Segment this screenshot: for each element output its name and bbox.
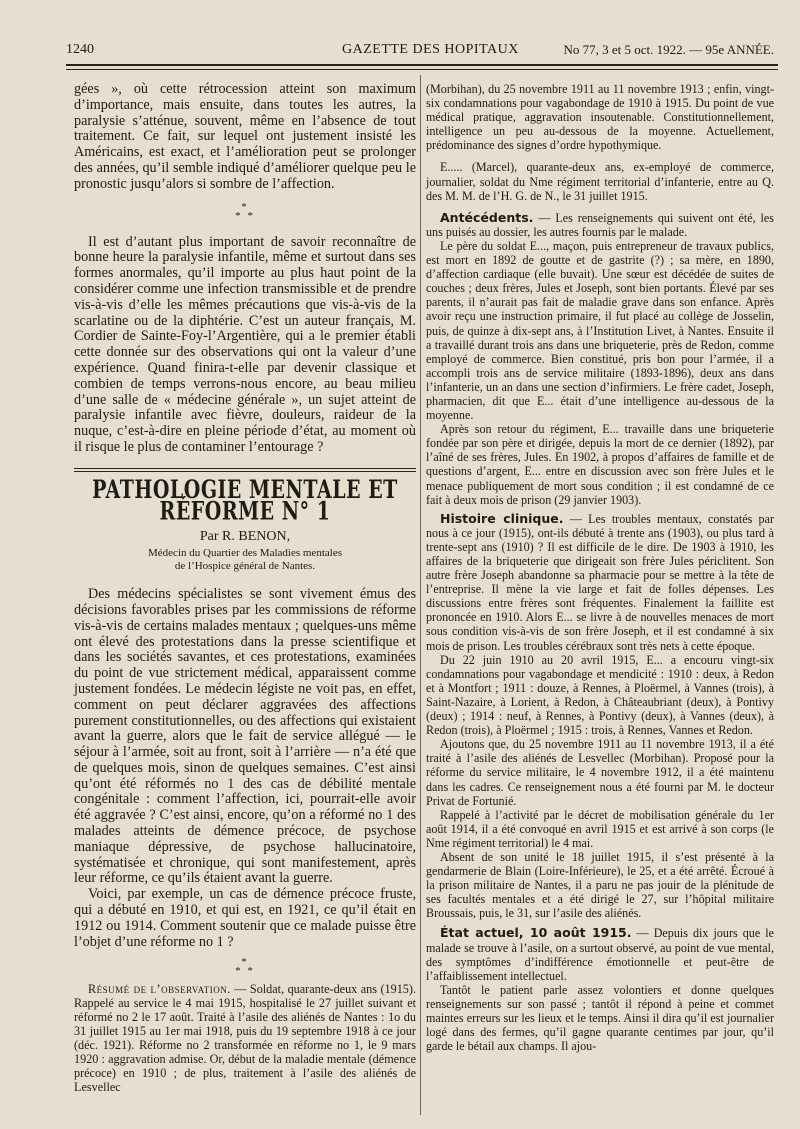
right-column	[426, 82, 774, 1053]
etat-heading: État actuel, 10 août 1915.	[440, 925, 632, 941]
paragraph: gées », où cette rétrocession atteint son maximum d’importance, mais ensuite, dans toutes les autres, la paralysie s’atténue, souvent, même en l’absence de tout traitement. Ce fait, sur lequel ont justement insisté les Américains, est exact, et l’amélioration peut se prolonger des années, qu’il semble indiqué d’améliorer quelque peu le pronostic jusqu’alors si sombre de l’affection.	[74, 81, 416, 192]
antecedents-heading: Antécédents.	[440, 209, 534, 225]
header-rule	[66, 64, 778, 66]
page-header	[66, 40, 774, 62]
paragraph: Après son retour du régiment, E... travaille dans une briqueterie fondée par son père et dirigée, depuis la mort de ce dernier (1892), par l’aîné de ses frères, Jules. En 1902, à propos d’affaires de famille et de questions d’argent, E... entre en discussion avec son frère Jules et le menace publiquement de mort sous condition ; il est condamné de ce fait à deux mois de prison (29 janvier 1903).	[426, 422, 774, 507]
antecedents-paragraph: Antécédents. — Les renseignements qui suivent ont été, les uns puisés au dossier, les autres fournis par le malade.	[426, 209, 774, 239]
etat-paragraph: État actuel, 10 août 1915. — Depuis dix jours que le malade se trouve à l’asile, on a surtout observé, au point de vue mental, des symptômes d’indifférence émotionnelle et peut-être de l’affaiblissement intellectuel.	[426, 925, 774, 983]
paragraph: Tantôt le patient parle assez volontiers et donne quelques renseignements sur son passé ; tantôt il répond à peine et commet maintes erreurs sur les lieux et le temps. Ainsi il dira qu’il est journalier logé dans des fermes, qu’il gagne quarante centimes par jour, qu’il garde le bétail aux champs. Il ajou-	[426, 982, 774, 1054]
paragraph: E..... (Marcel), quarante-deux ans, ex-employé de commerce, journalier, soldat du Nme régiment territorial d’infanterie, entre au Q. des M. M. de l’H. G. de N., le 31 juillet 1915.	[426, 160, 774, 203]
paragraph: Ajoutons que, du 25 novembre 1911 au 11 novembre 1913, il a été traité à l’asile des aliénés de Lesvellec (Morbihan). Proposé pour la réforme du service militaire, le 4 novembre 1912, il a été maintenu dans les cadres. Ce renseignement nous a été fourni par M. le docteur Privat de Fortunié.	[426, 737, 774, 808]
paragraph: Des médecins spécialistes se sont vivement émus des décisions favorables prises par les commissions de réforme vis-à-vis de certains malades mentaux ; quelques-uns même ont élevé des protestations dans la presse scientifique et dans les sociétés savantes, et ces protestations, examinées du point de vue strictement médical, apparaissent comme justement fondées. Le médecin légiste ne voit pas, en effet, comment on peut déclarer aggravées des affections purement constitutionnelles, ou des affections qui existaient avant la guerre, alors que le fait de service allégué — le séjour à l’armée, soit au front, soit à l’arrière — n’a été que de quelques mois, sinon de quelques semaines. C’est ainsi qu’ont été réformés no 1 des cas de débilité mentale congénitale : comment l’affection, ici, pourrait-elle avoir été aggravée ? C’est ainsi, encore, qu’on a réformé no 1 des malades atteints de démence précoce, de psychose maniaque dépressive, de psychose hallucinatoire, systématisée et chronique, qui sont manifestement, après leur réforme, ce qu’ils étaient avant la guerre.	[74, 586, 416, 887]
page-number: 1240	[66, 42, 94, 57]
paragraph: Rappelé à l’activité par le décret de mobilisation générale du 1er août 1914, il a été convoqué en avril 1915 et est arrivé à son corps (le Nme régiment territorial) le 4 mai.	[426, 807, 774, 850]
article-author: Par R. BENON,	[199, 529, 291, 545]
author-affiliation: Médecin du Quartier des Maladies mentales de l’Hospice général de Nantes.	[148, 547, 342, 573]
journal-title: GAZETTE DES HOPITAUX	[342, 42, 519, 57]
header-rule-thin	[66, 69, 778, 70]
paragraph: Le père du soldat E..., maçon, puis entrepreneur de travaux publics, est mort en 1892 de goutte et de gastrite (?) ; sa mère, en 1890, d’affection cardiaque (elle buvait). Une sœur est décédée de suites de couches ; deux frères, Jules et Joseph, sont bien portants. Élevé par ses parents, il n’aurait pas fait de maladie grave dans son enfance. Après avoir reçu une instruction primaire, il fut placé au collège de Josselin, puis, de quinze à dix-sept ans, à l’Institution Livet, à Nantes. Ensuite il a travaillé durant trois ans dans une briqueterie, près de Redon, comme employé de commerce. Bien constitué, pris bon pour l’armée, il a accompli trois ans de service militaire (1893-1896), deux ans dans l’infanterie, un an dans une section d’infirmiers. Le frère cadet, Joseph, pharmacien, dit que E... était d’une intelligence au-dessous de la moyenne.	[426, 238, 774, 423]
column-divider	[420, 75, 421, 1115]
observation-summary	[74, 982, 416, 1094]
paragraph: Il est d’autant plus important de savoir reconnaître de bonne heure la paralysie infantile, même et surtout dans ses formes anormales, qu’il importe au plus haut point de la considérer comme une infection transmissible et de prendre vis-à-vis d’elle les mêmes précautions que vis-à-vis de la scarlatine ou de la diphtérie. C’est un auteur français, M. Cordier de Sainte-Foy-l’Argentière, qui a le premier établi cette donnée sur des observations qui ont la valeur d’une expérience. Quand finira-t-elle par devenir classique et combien de temps verrons-nous encore, au beau milieu d’une salle de « médecine générale », un sujet atteint de paralysie infantile avec fièvre, douleurs, raideur de la nuque, c’est-à-dire en pleine période d’état, au moment où il risque le plus de contaminer l’entourage ?	[74, 233, 416, 455]
histoire-heading: Histoire clinique.	[440, 510, 564, 526]
section-title: PATHOLOGIE MENTALE ET RÉFORME N° 1	[92, 474, 398, 526]
paragraph: Du 22 juin 1910 au 20 avril 1915, E... a encouru vingt-six condamnations pour vagabondage et mendicité : 1910 : deux, à Redon et à Montfort ; 1911 : douze, à Rennes, à Ploërmel, à Vannes (trois), à Saint-Nazaire, à Lorient, à Redon, à Châteaubriant (deux), à Pontivy (deux) ; 1914 : neuf, à Rennes, à Pontivy (deux), à Vannes (deux), à Redon (trois), à Ploërmel ; 1915 : trois, à Rennes, Vannes et Redon.	[426, 652, 774, 738]
section-rule	[74, 468, 416, 472]
paragraph: Voici, par exemple, un cas de démence précoce fruste, qui a débuté en 1910, et qui est, en 1921, ce qu’il était en 1912 ou 1914. Comment soutenir que ce malade puisse être l’objet d’une réforme no 1 ?	[74, 886, 416, 950]
paragraph: Absent de son unité le 18 juillet 1915, il s’est présenté à la gendarmerie de Blain (Loire-Inférieure), le 25, et a été arrêté. Écroué à la prison militaire de Nantes, il a paru ne pas jouir de la plénitude de ses facultés mentales et a été dirigé le 27, sur l’hôpital militaire Broussais, puis, le 31, sur l’asile des aliénés.	[426, 849, 774, 921]
asterism: * * *	[235, 200, 255, 222]
summary-text: — Soldat, quarante-deux ans (1915). Rappelé au service le 4 mai 1915, hospitalisé le 27 juillet suivant et réformé no 2 le 17 août. Traité à l’asile des aliénés de Nantes : 1o du 31 juillet 1915 au 1er mai 1918, puis du 19 septembre 1918 à ce jour (déc. 1921). Réforme no 2 transformée en réforme no 1, le 9 mars 1920 : aggravation admise. Or, début de la maladie mentale (démence précoce) en 1910 ; de plus, traitement à l’asile des aliénés de Lesvellec	[74, 982, 416, 1095]
left-column	[74, 82, 416, 1094]
asterism: * * *	[235, 956, 255, 978]
issue-info: No 77, 3 et 5 oct. 1922. — 95e ANNÉE.	[563, 42, 774, 57]
paragraph: (Morbihan), du 25 novembre 1911 au 11 novembre 1913 ; enfin, vingt-six condamnations pour vagabondage de 1910 à 1915. Du point de vue médical pratique, aggravation insoutenable. Constitutionnellement, intelligence un peu au-dessous de la moyenne. Actuellement, prédominance des signes d’ordre hypothymique.	[426, 82, 774, 153]
summary-heading: Résumé de l’observation.	[88, 982, 231, 997]
histoire-paragraph: Histoire clinique. — Les troubles mentaux, constatés par nous à ce jour (1915), ont-ils débuté à trente ans (1903), ou plus tard à trente-sept ans (1910) ? Il est difficile de le dire. De 1903 à 1910, les affaires de la briqueterie que dirigeait son frère Jules périclitent. Son autre frère Joseph abandonne sa pharmacie pour se mettre à la tête de l’entreprise. Il mène la vie large et fait de folles dépenses. Les discussions entre frères sont fréquentes. Finalement la faillite est prononcée en 1910. Alors E... se livre à de nouvelles menaces de mort sous condition vis-à-vis de son frère Joseph, et il est condamné à six mois de prison. Les troubles cérébraux sont très nets à cette époque.	[426, 510, 774, 653]
